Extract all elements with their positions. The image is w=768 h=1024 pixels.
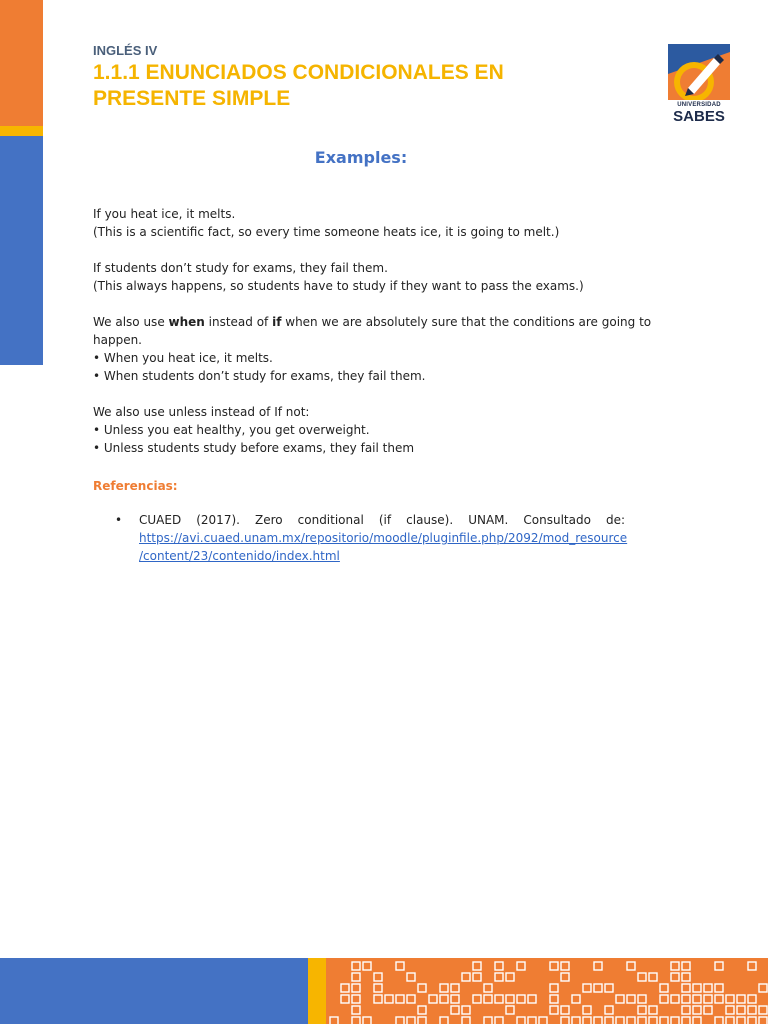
footer-square — [638, 973, 646, 981]
footer-square — [671, 995, 679, 1003]
reference-link-line-2[interactable]: /content/23/contenido/index.html — [139, 549, 340, 563]
examples-heading: Examples: — [314, 148, 408, 167]
citation-text: CUAED (2017). Zero conditional (if clause). UNAM. Consultado de: — [139, 513, 625, 527]
when-rule-prefix: We also use — [93, 315, 169, 329]
when-rule-suffix: when we are absolutely sure that the conditions are going to happen. — [93, 315, 652, 347]
footer-square — [495, 1017, 503, 1024]
example-1-line: If you heat ice, it melts. — [93, 207, 236, 221]
footer-square — [737, 1017, 745, 1024]
footer-square — [484, 995, 492, 1003]
footer-square — [649, 1017, 657, 1024]
footer-square — [506, 1006, 514, 1014]
when-rule-mid: instead of — [204, 315, 273, 329]
footer-square — [374, 973, 382, 981]
footer-square — [660, 995, 668, 1003]
footer-square — [627, 1017, 635, 1024]
footer-square — [506, 973, 514, 981]
footer-square — [385, 995, 393, 1003]
footer-square — [715, 995, 723, 1003]
footer-square — [605, 1017, 613, 1024]
footer-square — [583, 1006, 591, 1014]
footer-square — [682, 1006, 690, 1014]
page-title: 1.1.1 ENUNCIADOS CONDICIONALES EN PRESENTE SIMPLE — [93, 61, 504, 110]
footer-square — [561, 1006, 569, 1014]
footer-square — [726, 995, 734, 1003]
footer-square — [660, 1017, 668, 1024]
reference-link[interactable] — [139, 529, 628, 565]
footer-square — [561, 973, 569, 981]
footer-square — [682, 962, 690, 970]
footer-square — [407, 995, 415, 1003]
footer-square — [748, 1017, 756, 1024]
footer-square — [363, 962, 371, 970]
footer-square — [748, 1006, 756, 1014]
footer-square — [572, 995, 580, 1003]
footer-square — [550, 962, 558, 970]
footer-square — [704, 1006, 712, 1014]
footer-square — [627, 995, 635, 1003]
footer-square — [671, 962, 679, 970]
footer-square — [715, 1017, 723, 1024]
footer-square — [473, 995, 481, 1003]
footer-square — [671, 973, 679, 981]
footer-square — [418, 1006, 426, 1014]
footer-square — [517, 1017, 525, 1024]
footer-square — [759, 1017, 767, 1024]
footer-square — [396, 1017, 404, 1024]
footer-square — [473, 962, 481, 970]
footer-square — [330, 1017, 338, 1024]
footer-square — [462, 1017, 470, 1024]
footer-square — [682, 995, 690, 1003]
footer-square — [495, 973, 503, 981]
footer-square — [748, 962, 756, 970]
subject-label: INGLÉS IV — [93, 43, 158, 58]
footer-square — [627, 962, 635, 970]
footer-square — [583, 1017, 591, 1024]
footer-square — [550, 984, 558, 992]
footer-square — [561, 962, 569, 970]
footer-square — [682, 984, 690, 992]
footer-square — [649, 1006, 657, 1014]
logo-sabes-label: SABES — [673, 108, 725, 125]
unless-bullet-1: • Unless you eat healthy, you get overweight. — [93, 423, 370, 437]
unless-rule-line: We also use unless instead of If not: — [93, 405, 310, 419]
footer-square — [682, 1017, 690, 1024]
footer-square — [605, 984, 613, 992]
unless-bullet-2: • Unless students study before exams, they fail them — [93, 441, 415, 455]
footer-square — [451, 1006, 459, 1014]
footer-square — [352, 984, 360, 992]
bullet: • — [115, 513, 123, 527]
footer-square — [693, 1017, 701, 1024]
footer-square — [726, 1006, 734, 1014]
footer-square — [572, 1017, 580, 1024]
footer-square — [506, 995, 514, 1003]
footer-grid-pattern — [326, 958, 768, 1024]
example-1-explanation: (This is a scientific fact, so every time someone heats ice, it is going to melt.) — [93, 225, 560, 239]
university-logo — [668, 44, 730, 126]
keyword-if: if — [272, 315, 282, 329]
footer-square — [462, 1006, 470, 1014]
example-2-explanation: (This always happens, so students have to study if they want to pass the exams.) — [93, 279, 584, 293]
footer-square — [352, 1006, 360, 1014]
footer-square — [484, 1017, 492, 1024]
logo-university-label: UNIVERSIDAD — [677, 102, 721, 108]
footer-square — [451, 984, 459, 992]
side-bar-orange — [0, 0, 43, 126]
footer-square — [495, 962, 503, 970]
footer-square — [649, 973, 657, 981]
when-bullet-1: • When you heat ice, it melts. — [93, 351, 273, 365]
footer-square — [737, 1006, 745, 1014]
footer-square — [704, 995, 712, 1003]
footer-square — [638, 1017, 646, 1024]
footer-square — [759, 984, 767, 992]
list-item — [115, 511, 628, 565]
footer-square — [726, 1017, 734, 1024]
footer-square — [748, 995, 756, 1003]
footer-square — [594, 962, 602, 970]
footer-square — [352, 962, 360, 970]
side-bar-yellow — [0, 126, 43, 136]
reference-link-line-1[interactable]: https://avi.cuaed.unam.mx/repositorio/moodle/pluginfile.php/2092/mod_resource — [139, 531, 628, 545]
footer-square — [539, 1017, 547, 1024]
footer-square — [715, 984, 723, 992]
keyword-when: when — [168, 315, 205, 329]
footer-square — [462, 973, 470, 981]
footer-square — [396, 962, 404, 970]
footer-square — [352, 973, 360, 981]
footer-square — [528, 995, 536, 1003]
footer-square — [638, 995, 646, 1003]
footer-square — [528, 1017, 536, 1024]
examples-body — [93, 205, 653, 457]
footer-square — [660, 984, 668, 992]
footer-square — [429, 995, 437, 1003]
footer-square — [550, 1006, 558, 1014]
footer-square — [451, 995, 459, 1003]
footer-square — [484, 984, 492, 992]
references-list — [115, 511, 628, 565]
footer-square — [440, 1017, 448, 1024]
footer-square — [693, 995, 701, 1003]
footer-square — [682, 973, 690, 981]
footer-square — [605, 1006, 613, 1014]
footer-square — [737, 995, 745, 1003]
references-heading: Referencias: — [93, 479, 178, 493]
footer-square — [594, 1017, 602, 1024]
footer-square — [341, 984, 349, 992]
footer-square — [638, 1006, 646, 1014]
footer-square — [407, 973, 415, 981]
footer-square — [550, 995, 558, 1003]
footer-square — [374, 984, 382, 992]
footer-square — [495, 995, 503, 1003]
footer-square — [594, 984, 602, 992]
footer-square — [341, 995, 349, 1003]
footer-square — [418, 984, 426, 992]
footer-square — [374, 995, 382, 1003]
footer-square — [407, 1017, 415, 1024]
footer-square — [715, 962, 723, 970]
footer-square — [671, 1017, 679, 1024]
when-bullet-2: • When students don’t study for exams, they fail them. — [93, 369, 426, 383]
footer-square — [517, 995, 525, 1003]
example-2-line: If students don’t study for exams, they fail them. — [93, 261, 388, 275]
footer-pattern — [326, 958, 768, 1024]
footer-square — [616, 995, 624, 1003]
side-bar-blue — [0, 136, 43, 365]
footer-square — [693, 1006, 701, 1014]
footer-band-yellow — [308, 958, 326, 1024]
footer-square — [396, 995, 404, 1003]
footer-square — [418, 1017, 426, 1024]
footer-square — [693, 984, 701, 992]
footer-square — [473, 973, 481, 981]
footer-square — [704, 984, 712, 992]
when-rule-paragraph — [93, 313, 653, 349]
footer-band-blue — [0, 958, 308, 1024]
footer-square — [352, 1017, 360, 1024]
footer-square — [759, 1006, 767, 1014]
footer-square — [440, 984, 448, 992]
footer-square — [583, 984, 591, 992]
footer-square — [352, 995, 360, 1003]
footer-square — [561, 1017, 569, 1024]
footer-square — [517, 962, 525, 970]
footer-square — [616, 1017, 624, 1024]
footer-square — [363, 1017, 371, 1024]
pencil-sun-logo-icon — [668, 44, 730, 100]
footer-square — [440, 995, 448, 1003]
